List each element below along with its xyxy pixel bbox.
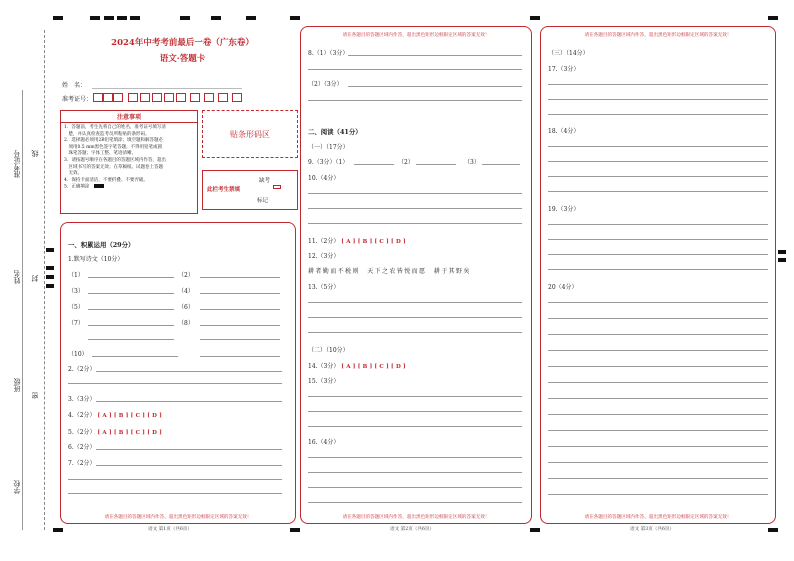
- blank-line[interactable]: [200, 325, 280, 326]
- rules-item: 楚，并认真检查监考员所粘贴的条形码。: [64, 131, 150, 137]
- blank-line[interactable]: [200, 293, 280, 294]
- answer-line[interactable]: [548, 99, 768, 100]
- answer-line[interactable]: [548, 318, 768, 319]
- question-label: 1.默写诗文（10分）: [68, 256, 124, 263]
- answer-line[interactable]: [348, 55, 522, 56]
- answer-line[interactable]: [68, 493, 282, 494]
- choice-options[interactable]: [ A ] [ B ] [ C ] [ D ]: [97, 413, 163, 419]
- blank-line[interactable]: [88, 309, 174, 310]
- question-label: 10.（4分）: [308, 175, 340, 182]
- answer-line[interactable]: [548, 382, 768, 383]
- rules-item: 须用0.5 mm黑色签字笔答题，不得用铅笔或圆: [64, 144, 163, 150]
- question-label: 2.（2分）: [68, 366, 96, 373]
- answer-line[interactable]: [96, 371, 282, 372]
- answer-panel-3: [540, 26, 776, 524]
- blank-line[interactable]: [200, 309, 280, 310]
- timing-mark: [530, 528, 540, 532]
- answer-line[interactable]: [68, 479, 282, 480]
- page-footer: 语文 第2页（共6页）: [390, 527, 435, 532]
- answer-line[interactable]: [548, 494, 768, 495]
- blank-line[interactable]: [88, 293, 174, 294]
- answer-line[interactable]: [548, 302, 768, 303]
- question-label: 9.（3分）（1）: [308, 159, 349, 166]
- question-label: 3.（3分）: [68, 396, 96, 403]
- rules-item: 无效。: [64, 171, 82, 177]
- section-title: 二、阅读（41分）: [308, 128, 362, 136]
- name-label: 姓 名：: [62, 82, 87, 89]
- answer-line[interactable]: [68, 383, 282, 384]
- answer-line[interactable]: [354, 164, 394, 165]
- absent-check-label: 缺考: [259, 178, 271, 184]
- question-label: 15.（3分）: [308, 378, 340, 385]
- answer-line[interactable]: [548, 254, 768, 255]
- answer-line[interactable]: [548, 414, 768, 415]
- answer-line[interactable]: [308, 411, 522, 412]
- question-label: 5.（2分） [ A ] [ B ] [ C ] [ D ]: [68, 429, 163, 436]
- absent-box: [202, 170, 298, 210]
- answer-line[interactable]: [308, 193, 522, 194]
- absent-mark-label: 标记: [257, 198, 269, 204]
- exam-id-side-label: 准考证号: [13, 150, 21, 178]
- answer-line[interactable]: [308, 69, 522, 70]
- timing-mark: [53, 16, 63, 20]
- barcode-label: 贴条形码区: [230, 129, 270, 139]
- question-label: 6.（2分）: [68, 444, 96, 451]
- exam-id-label: 准考证号：: [62, 96, 93, 103]
- answer-line[interactable]: [548, 224, 768, 225]
- subsection-label: （一）（17分）: [308, 144, 349, 151]
- answer-line[interactable]: [308, 100, 522, 101]
- answer-line[interactable]: [548, 161, 768, 162]
- timing-mark: [46, 284, 54, 288]
- blank-label: （3）: [68, 288, 84, 295]
- question-label: 19.（3分）: [548, 206, 580, 213]
- absent-checkbox[interactable]: [273, 185, 281, 189]
- blank-line[interactable]: [88, 339, 174, 340]
- timing-mark: [46, 266, 54, 270]
- name-field[interactable]: [92, 88, 242, 89]
- answer-line[interactable]: [96, 465, 282, 466]
- answer-line[interactable]: [482, 164, 520, 165]
- boundary-notice: 请在各题目的答题区域内作答，超出黑色矩形边框限定区域的答案无效！: [584, 515, 732, 520]
- answer-line[interactable]: [96, 449, 282, 450]
- choice-options[interactable]: [ A ] [ B ] [ C ] [ D ]: [97, 430, 163, 436]
- answer-line[interactable]: [308, 332, 522, 333]
- absent-label: 此栏考生禁填: [207, 187, 241, 193]
- subsection-label: （二）（10分）: [308, 347, 349, 354]
- boundary-notice: 请在各题目的答题区域内作答，超出黑色矩形边框限定区域的答案无效！: [104, 515, 252, 520]
- question-label: 18.（4分）: [548, 128, 580, 135]
- answer-line[interactable]: [548, 478, 768, 479]
- question-label: 11.（2分） [ A ] [ B ] [ C ] [ D ]: [308, 238, 406, 245]
- answer-line[interactable]: [548, 366, 768, 367]
- barcode-area: [202, 110, 298, 158]
- answer-line[interactable]: [96, 401, 282, 402]
- answer-line[interactable]: [548, 446, 768, 447]
- page-title: 2024年中考考前最后一卷（广东卷）: [111, 38, 254, 48]
- question-label: 17.（3分）: [548, 66, 580, 73]
- blank-line[interactable]: [200, 339, 280, 340]
- rules-item: 3．请按题号顺序在各题目的答题区域内作答，超出: [64, 157, 166, 163]
- question-label: 12.（3分）: [308, 253, 340, 260]
- section-title: 一、积累运用（29分）: [68, 241, 135, 249]
- blank-line[interactable]: [88, 325, 174, 326]
- choice-options[interactable]: [ A ] [ B ] [ C ] [ D ]: [341, 239, 406, 245]
- blank-line[interactable]: [200, 277, 280, 278]
- question-label: 4.（2分） [ A ] [ B ] [ C ] [ D ]: [68, 412, 163, 419]
- question-label: （3）: [464, 159, 480, 166]
- question-label: 20（4分）: [548, 284, 578, 291]
- question-label: （2）（3分）: [308, 81, 343, 88]
- timing-mark: [768, 16, 778, 20]
- timing-mark: [46, 248, 54, 252]
- timing-mark: [104, 16, 114, 20]
- boundary-notice: 请在各题目的答题区域内作答，超出黑色矩形边框限定区域的答案无效！: [342, 515, 490, 520]
- question-label: 14.（3分） [ A ] [ B ] [ C ] [ D ]: [308, 363, 406, 370]
- question-label: 13.（5分）: [308, 284, 340, 291]
- timing-mark: [290, 528, 300, 532]
- boundary-notice: 请在各题目的答题区域内作答，超出黑色矩形边框限定区域的答案无效！: [342, 33, 490, 38]
- question-label: 8.（1）（3分）: [308, 50, 349, 57]
- boundary-notice: 请在各题目的答题区域内作答，超出黑色矩形边框限定区域的答案无效！: [584, 33, 732, 38]
- answer-line[interactable]: [548, 350, 768, 351]
- answer-line[interactable]: [308, 208, 522, 209]
- cut-label: 密: [31, 392, 39, 399]
- page-footer: 语文 第3页（共6页）: [630, 527, 675, 532]
- name-side-label: 姓名: [13, 270, 21, 284]
- answer-line[interactable]: [308, 502, 522, 503]
- blank-label: （4）: [178, 288, 194, 295]
- timing-mark: [46, 275, 54, 279]
- timing-mark: [130, 16, 140, 20]
- timing-mark: [778, 258, 786, 262]
- rules-item: 4．保持卡面清洁，不要折叠、不要弄破。: [64, 177, 148, 183]
- school-side-label: 学校: [13, 480, 21, 494]
- timing-mark: [246, 16, 256, 20]
- answer-line[interactable]: [548, 398, 768, 399]
- timing-mark: [530, 16, 540, 20]
- answer-line[interactable]: [548, 269, 768, 270]
- blank-label: （10）: [68, 351, 88, 358]
- answer-line[interactable]: [548, 84, 768, 85]
- subsection-label: （三）（14分）: [548, 50, 589, 57]
- timing-mark: [768, 528, 778, 532]
- blank-label: （6）: [178, 304, 194, 311]
- rules-item: 珠笔答题；字体工整、笔迹清晰。: [64, 151, 136, 157]
- choice-options[interactable]: [ A ] [ B ] [ C ] [ D ]: [341, 364, 406, 370]
- rules-item: 1．答题前，考生先将自己的姓名，准考证号填写清: [64, 125, 166, 130]
- blank-label: （1）: [68, 272, 84, 279]
- answer-line[interactable]: [548, 239, 768, 240]
- blank-line[interactable]: [92, 356, 178, 357]
- answer-line[interactable]: [348, 86, 522, 87]
- cut-label: 线: [31, 150, 39, 157]
- answer-line[interactable]: [308, 302, 522, 303]
- timing-mark: [778, 250, 786, 254]
- answer-line[interactable]: [548, 176, 768, 177]
- rules-item: 5．正确填涂: [64, 184, 194, 191]
- answer-line[interactable]: [308, 457, 522, 458]
- rules-title: 注意事项: [61, 111, 197, 123]
- answer-line[interactable]: [548, 430, 768, 431]
- question-label: （2）: [398, 159, 414, 166]
- timing-mark: [53, 528, 63, 532]
- answer-line[interactable]: [548, 334, 768, 335]
- sentence-break-text[interactable]: 耕者勤而不税则 天下之农皆悦而愿 耕于其野矣: [308, 268, 471, 275]
- answer-line[interactable]: [308, 317, 522, 318]
- answer-line[interactable]: [308, 223, 522, 224]
- rules-item: 2．选择题必须用2B铅笔填涂；填空题和解答题必: [64, 138, 164, 144]
- answer-line[interactable]: [308, 472, 522, 473]
- blank-label: （5）: [68, 304, 84, 311]
- answer-line[interactable]: [308, 396, 522, 397]
- timing-mark: [90, 16, 100, 20]
- side-write-line: [22, 90, 23, 530]
- page-subtitle: 语文·答题卡: [159, 54, 206, 64]
- class-side-label: 班级: [13, 378, 21, 392]
- page-footer: 语文 第1页（共6页）: [148, 527, 193, 532]
- answer-line[interactable]: [548, 114, 768, 115]
- answer-line[interactable]: [548, 462, 768, 463]
- answer-line[interactable]: [308, 426, 522, 427]
- blank-label: （8）: [178, 320, 194, 327]
- timing-mark: [211, 16, 221, 20]
- timing-mark: [180, 16, 190, 20]
- rules-list: [61, 123, 197, 193]
- answer-line[interactable]: [548, 191, 768, 192]
- blank-line[interactable]: [88, 277, 174, 278]
- rules-box: [60, 110, 198, 214]
- blank-label: （2）: [178, 272, 194, 279]
- blank-line[interactable]: [200, 356, 280, 357]
- filled-example-icon: [94, 184, 104, 188]
- binding-line: [44, 30, 45, 530]
- answer-line[interactable]: [548, 146, 768, 147]
- question-label: 16.（4分）: [308, 439, 340, 446]
- answer-line[interactable]: [308, 487, 522, 488]
- cut-label: 封: [31, 275, 39, 282]
- rules-item: 区域书写的答案无效；在草稿纸、试题卷上答题: [64, 164, 163, 170]
- question-label: 7.（2分）: [68, 460, 96, 467]
- blank-label: （7）: [68, 320, 84, 327]
- timing-mark: [290, 16, 300, 20]
- timing-mark: [117, 16, 127, 20]
- answer-line[interactable]: [416, 164, 456, 165]
